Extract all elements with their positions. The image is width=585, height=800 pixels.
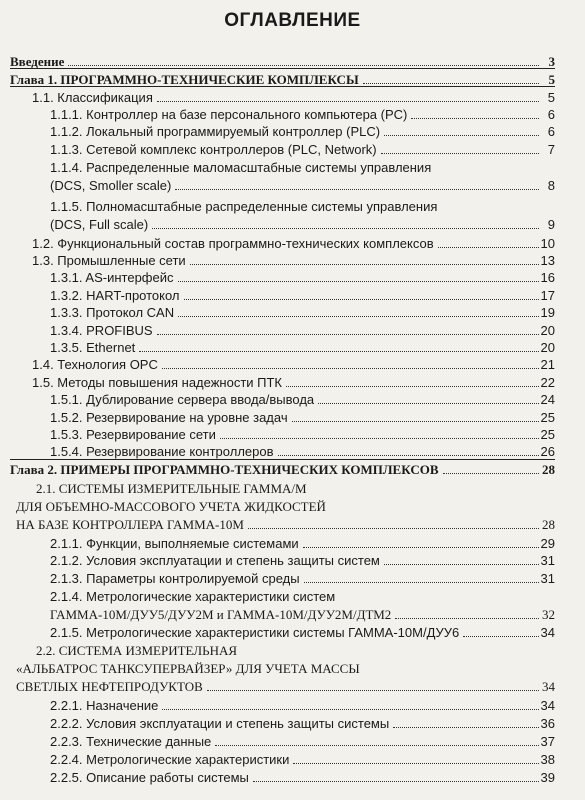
toc-entry-page: 29	[540, 536, 555, 551]
toc-leader-dots	[384, 135, 539, 136]
toc-entry-page: 9	[547, 217, 555, 232]
toc-entry-text: (DCS, Smoller scale)	[50, 178, 172, 193]
toc-entry	[50, 270, 555, 285]
section-rule	[10, 459, 555, 460]
toc-entry-text: Глава 1. ПРОГРАММНО-ТЕХНИЧЕСКИЕ КОМПЛЕКСЫ	[10, 72, 359, 87]
toc-entry	[50, 571, 555, 586]
toc-entry-page: 26	[540, 444, 555, 459]
toc-leader-dots	[157, 101, 539, 102]
toc-leader-dots	[253, 781, 539, 782]
toc-entry	[50, 698, 555, 713]
toc-entry-page: 21	[540, 357, 555, 372]
toc-entry-page: 17	[540, 288, 555, 303]
toc-entry-text: 1.5. Методы повышения надежности ПТК	[32, 375, 283, 390]
toc-entry-page: 28	[542, 517, 555, 532]
toc-entry-line1: 1.1.4. Распределенные маломасштабные системы управления	[50, 160, 432, 175]
toc-entry-page: 20	[540, 323, 555, 338]
toc-leader-dots	[411, 118, 539, 119]
toc-entry-text: 1.2. Функциональный состав программно-технических комплексов	[32, 236, 434, 251]
toc-entry-text: 2.1.1. Функции, выполняемые системами	[50, 536, 299, 551]
toc-leader-dots	[303, 547, 539, 548]
toc-entry	[16, 679, 555, 694]
toc-entry-page: 25	[540, 427, 555, 442]
toc-leader-dots	[68, 65, 539, 66]
toc-entry-text: 2.1.5. Метрологические характеристики системы ГАММА-10М/ДУУ6	[50, 625, 460, 640]
toc-entry	[32, 375, 555, 390]
toc-entry-text: 2.1.3. Параметры контролируемой среды	[50, 571, 300, 586]
toc-leader-dots	[438, 247, 539, 248]
toc-entry	[50, 752, 555, 767]
toc-entry-text: 1.3.3. Протокол CAN	[50, 305, 175, 320]
toc-entry	[50, 444, 555, 459]
toc-chapter	[10, 72, 555, 87]
toc-entry-text: 1.3.1. AS-интерфейс	[50, 270, 174, 285]
toc-entry-page: 5	[547, 90, 555, 105]
toc-leader-dots	[190, 264, 539, 265]
toc-entry	[50, 734, 555, 749]
toc-entry-page: 37	[540, 734, 555, 749]
toc-entry-text: 1.5.4. Резервирование контроллеров	[50, 444, 274, 459]
toc-entry-text: 1.3.2. HART-протокол	[50, 288, 180, 303]
toc-leader-dots	[463, 636, 538, 637]
toc-entry	[50, 323, 555, 338]
toc-entry-page: 32	[542, 607, 555, 622]
toc-entry	[10, 54, 555, 69]
toc-entry	[50, 625, 555, 640]
toc-entry	[32, 357, 555, 372]
toc-entry	[50, 124, 555, 139]
section-rule	[10, 86, 555, 87]
toc-leader-dots	[381, 153, 539, 154]
toc-entry-text: 1.1.1. Контроллер на базе персонального компьютера (PC)	[50, 107, 408, 122]
toc-entry-page: 20	[540, 340, 555, 355]
toc-entry-text: 1.3.5. Ethernet	[50, 340, 136, 355]
toc-leader-dots	[184, 299, 539, 300]
toc-entry-page: 10	[540, 236, 555, 251]
toc-entry-text: 1.3.4. PROFIBUS	[50, 323, 153, 338]
toc-leader-dots	[220, 438, 539, 439]
toc-entry-text: 1.1. Классификация	[32, 90, 153, 105]
toc-entry	[50, 536, 555, 551]
toc-entry-text: 2.2.4. Метрологические характеристики	[50, 752, 290, 767]
toc-entry-page: 5	[548, 72, 555, 87]
toc-entry	[50, 607, 555, 622]
toc-entry-text: НА БАЗЕ КОНТРОЛЛЕРА ГАММА-10М	[16, 517, 244, 532]
toc-entry	[50, 142, 555, 157]
toc-entry-page: 31	[540, 571, 555, 586]
toc-entry	[32, 236, 555, 251]
toc-leader-dots	[162, 368, 539, 369]
toc-leader-dots	[207, 690, 539, 691]
toc-entry	[50, 716, 555, 731]
toc-entry-page: 36	[540, 716, 555, 731]
toc-entry-page: 6	[547, 107, 555, 122]
toc-entry	[50, 107, 555, 122]
toc-leader-dots	[178, 281, 539, 282]
toc-entry-page: 6	[547, 124, 555, 139]
toc-leader-dots	[152, 228, 539, 229]
toc-leader-dots	[215, 745, 538, 746]
toc-entry	[32, 90, 555, 105]
toc-leader-dots	[175, 189, 539, 190]
toc-entry	[50, 340, 555, 355]
toc-leader-dots	[393, 727, 538, 728]
toc-entry	[50, 217, 555, 232]
toc-entry	[16, 517, 555, 532]
toc-entry-text: 1.4. Технология OPC	[32, 357, 158, 372]
toc-entry-page: 38	[540, 752, 555, 767]
toc-entry-text: 1.3. Промышленные сети	[32, 253, 186, 268]
toc-entry	[50, 410, 555, 425]
toc-leader-dots	[395, 618, 539, 619]
toc-entry	[50, 553, 555, 568]
page-title: ОГЛАВЛЕНИЕ	[224, 10, 361, 31]
toc-entry-text: 1.5.2. Резервирование на уровне задач	[50, 410, 288, 425]
toc-entry-text: Глава 2. ПРИМЕРЫ ПРОГРАММНО-ТЕХНИЧЕСКИХ КОМПЛЕКСОВ	[10, 462, 439, 477]
toc-entry-line1: 2.1. СИСТЕМЫ ИЗМЕРИТЕЛЬНЫЕ ГАММА/М	[36, 481, 307, 496]
toc-leader-dots	[286, 386, 539, 387]
toc-entry-page: 28	[542, 462, 555, 477]
toc-entry-line2: «АЛЬБАТРОС ТАНКСУПЕРВАЙЗЕР» ДЛЯ УЧЕТА МАССЫ	[16, 661, 360, 676]
toc-leader-dots	[304, 582, 539, 583]
toc-entry-page: 25	[540, 410, 555, 425]
toc-entry-page: 7	[547, 142, 555, 157]
toc-entry-page: 39	[540, 770, 555, 785]
toc-entry	[50, 427, 555, 442]
toc-leader-dots	[248, 528, 539, 529]
toc-entry	[50, 288, 555, 303]
toc-entry	[50, 392, 555, 407]
toc-entry-page: 19	[540, 305, 555, 320]
toc-leader-dots	[139, 351, 538, 352]
toc-entry-page: 3	[548, 54, 555, 69]
toc-leader-dots	[157, 334, 539, 335]
toc-leader-dots	[178, 316, 538, 317]
toc-entry	[32, 253, 555, 268]
toc-entry-text: ГАММА-10М/ДУУ5/ДУУ2М и ГАММА-10М/ДУУ2М/ДТМ2	[50, 607, 392, 622]
toc-leader-dots	[443, 473, 539, 474]
toc-entry-text: 2.2.3. Технические данные	[50, 734, 212, 749]
toc-entry-text: 1.1.2. Локальный программируемый контроллер (PLC)	[50, 124, 381, 139]
toc-entry-page: 13	[540, 253, 555, 268]
toc-entry-text: Введение	[10, 54, 65, 69]
toc-entry	[50, 305, 555, 320]
toc-chapter	[10, 462, 555, 477]
toc-entry-page: 16	[540, 270, 555, 285]
toc-entry-text: 2.2.2. Условия эксплуатации и степень защиты системы	[50, 716, 390, 731]
toc-leader-dots	[162, 709, 538, 710]
toc-entry-text: СВЕТЛЫХ НЕФТЕПРОДУКТОВ	[16, 679, 203, 694]
toc-entry-page: 31	[540, 553, 555, 568]
toc-entry-page: 24	[540, 392, 555, 407]
toc-entry-text: 1.5.1. Дублирование сервера ввода/вывода	[50, 392, 315, 407]
toc-entry-text: 2.2.5. Описание работы системы	[50, 770, 249, 785]
toc-leader-dots	[292, 421, 539, 422]
toc-leader-dots	[363, 83, 539, 84]
toc-leader-dots	[384, 564, 539, 565]
toc-entry-page: 34	[542, 679, 555, 694]
toc-leader-dots	[318, 403, 538, 404]
toc-entry-text: 2.2.1. Назначение	[50, 698, 159, 713]
toc-entry-line1: 2.1.4. Метрологические характеристики систем	[50, 589, 336, 604]
toc-entry-page: 22	[540, 375, 555, 390]
toc-entry-page: 8	[547, 178, 555, 193]
toc-entry-line1: 1.1.5. Полномасштабные распределенные системы управления	[50, 199, 438, 214]
toc-entry-text: (DCS, Full scale)	[50, 217, 149, 232]
toc-entry-text: 2.1.2. Условия эксплуатации и степень защиты систем	[50, 553, 380, 568]
section-rule	[10, 68, 555, 69]
toc-entry-line2: ДЛЯ ОБЪЕМНО-МАССОВОГО УЧЕТА ЖИДКОСТЕЙ	[16, 499, 326, 514]
toc-entry-text: 1.5.3. Резервирование сети	[50, 427, 216, 442]
toc-entry	[50, 178, 555, 193]
toc-entry-text: 1.1.3. Сетевой комплекс контроллеров (PLC, Network)	[50, 142, 377, 157]
toc-entry-page: 34	[540, 698, 555, 713]
toc-leader-dots	[278, 455, 539, 456]
toc-entry	[50, 770, 555, 785]
toc-entry-page: 34	[540, 625, 555, 640]
toc-leader-dots	[293, 763, 538, 764]
toc-entry-line1: 2.2. СИСТЕМА ИЗМЕРИТЕЛЬНАЯ	[36, 643, 238, 658]
